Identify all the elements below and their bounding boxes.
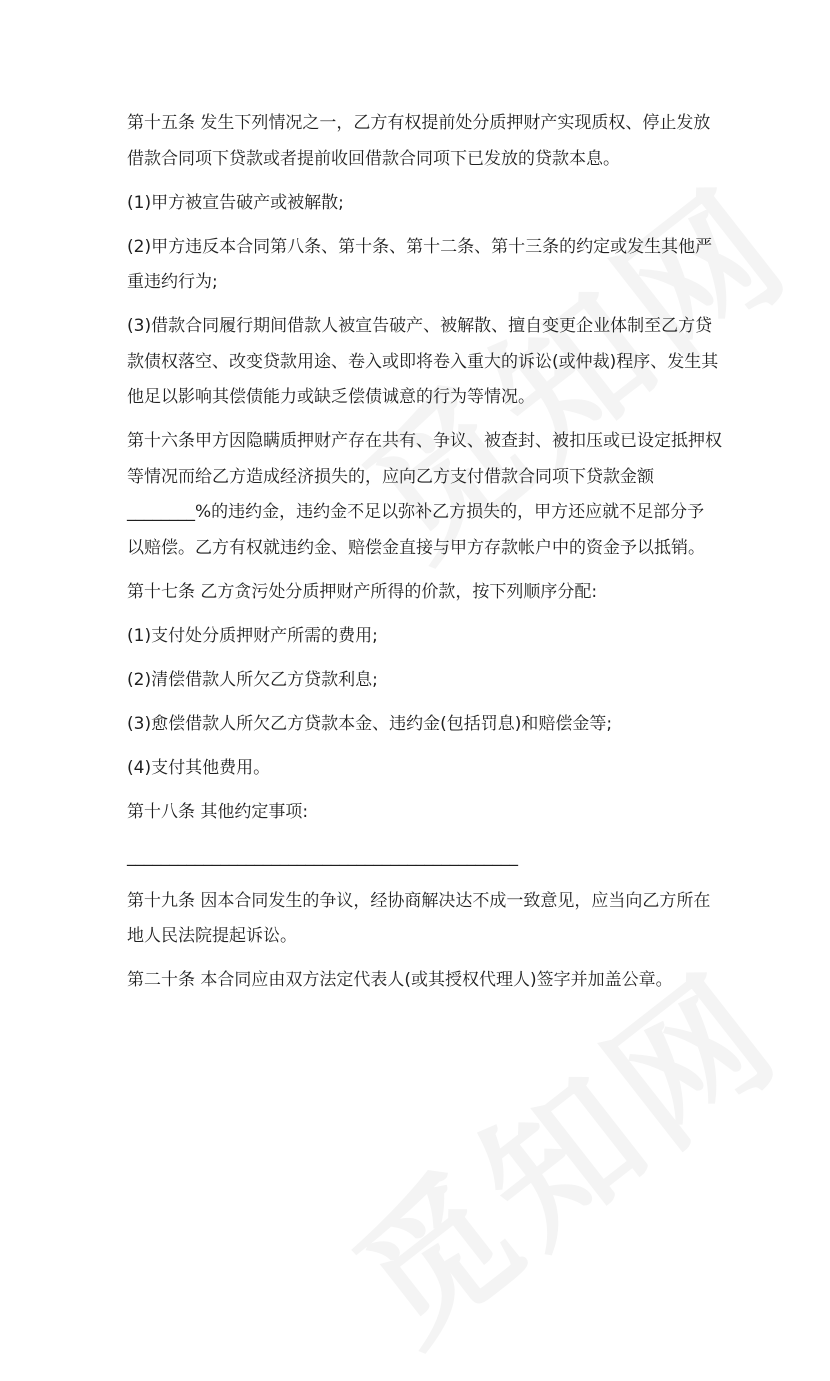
paragraph [127,840,727,876]
paragraph [127,707,727,743]
text-line: 借款合同项下贷款或者提前收回借款合同项下已发放的贷款本息。 [127,148,620,169]
text-line: 以赔偿。乙方有权就违约金、赔偿金直接与甲方存款帐户中的资金予以抵销。 [127,537,705,558]
paragraph [127,575,727,611]
document-body [127,106,727,999]
text-line: 地人民法院提起诉讼。 [127,926,297,947]
text-line: (4)支付其他费用。 [127,758,271,779]
paragraph [127,963,727,999]
paragraph [127,751,727,787]
text-line: (2)清偿借款人所欠乙方贷款利息; [127,670,378,691]
paragraph [127,186,727,222]
text-line: (2)甲方违反本合同第八条、第十条、第十二条、第十三条的约定或发生其他严 [127,236,713,257]
text-line: 第十九条 因本合同发生的争议，经协商解决达不成一致意见，应当向乙方所在 [127,890,711,911]
text-line: 等情况而给乙方造成经济损失的，应向乙方支付借款合同项下贷款金额 [127,466,654,487]
text-line: ________%的违约金，违约金不足以弥补乙方损失的，甲方还应就不足部分予 [127,502,705,523]
paragraph [127,619,727,655]
text-line: (1)甲方被宣告破产或被解散; [127,192,344,213]
text-line: 第十八条 其他约定事项: [127,802,309,823]
text-line: (3)借款合同履行期间借款人被宣告破产、被解散、擅自变更企业体制至乙方贷 [127,316,713,337]
text-line: 他足以影响其偿债能力或缺乏偿债诚意的行为等情况。 [127,387,535,408]
paragraph [127,884,727,955]
paragraph [127,663,727,699]
text-line: (1)支付处分质押财产所需的费用; [127,626,378,647]
text-line: 第十七条 乙方贪污处分质押财产所得的价款，按下列顺序分配: [127,581,598,602]
paragraph [127,795,727,831]
paragraph [127,230,727,301]
text-line: 第二十条 本合同应由双方法定代表人(或其授权代理人)签字并加盖公章。 [127,970,673,991]
paragraph [127,424,727,566]
paragraph [127,309,727,416]
text-line: (3)愈偿借款人所欠乙方贷款本金、违约金(包括罚息)和赔偿金等; [127,714,613,735]
text-line: ______________________________________________ [127,846,518,867]
text-line: 第十五条 发生下列情况之一，乙方有权提前处分质押财产实现质权、停止发放 [127,113,711,133]
text-line: 款债权落空、改变贷款用途、卷入或即将卷入重大的诉讼(或仲裁)程序、发生其 [127,351,719,372]
paragraph [127,106,727,177]
text-line: 第十六条甲方因隐瞒质押财产存在共有、争议、被查封、被扣压或已设定抵押权 [127,431,722,452]
text-line: 重违约行为; [127,272,218,293]
